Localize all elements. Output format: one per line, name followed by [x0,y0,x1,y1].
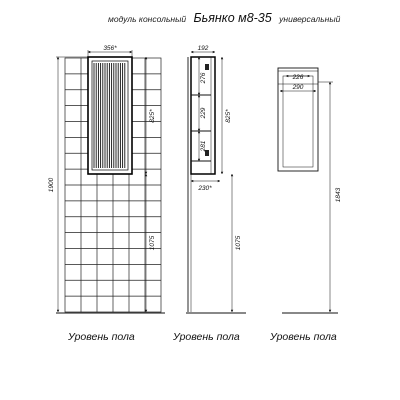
door-fluted-panel [94,63,125,168]
side-depth-label: 192 [197,45,209,52]
front-cabinet-height-label: 825* [149,109,156,123]
shelf-1-spacing-label: 276 [200,72,207,84]
drawing-title [108,9,341,26]
back-outer-width-label: 290 [292,84,304,91]
front-floor-label: Уровень пола [68,331,135,343]
title-prefix: модуль консольный [108,14,187,24]
shelf-3-spacing-label: 281 [200,140,207,152]
title-model: Бьянко м8-35 [193,11,272,25]
shelf-2-spacing-label: 229 [200,107,207,119]
side-mount-depth-label: 230* [198,185,212,192]
side-view [172,45,246,343]
front-floor-gap-label: 1075 [149,235,156,251]
front-total-height-label: 1900 [48,177,55,193]
back-view [269,68,342,343]
back-inner-width-label: 226 [292,74,304,81]
front-view [48,45,165,343]
back-mount-height-label: 1843 [335,187,342,203]
hinge-top-icon [205,64,209,70]
side-floor-label: Уровень пола [173,331,240,343]
cabinet-front [88,57,132,174]
title-suffix: универсальный [279,14,341,24]
back-floor-label: Уровень пола [270,331,337,343]
front-width-label: 356* [103,45,117,52]
side-cabinet-height-label: 825* [225,109,232,123]
side-floor-gap-label: 1075 [235,235,242,251]
